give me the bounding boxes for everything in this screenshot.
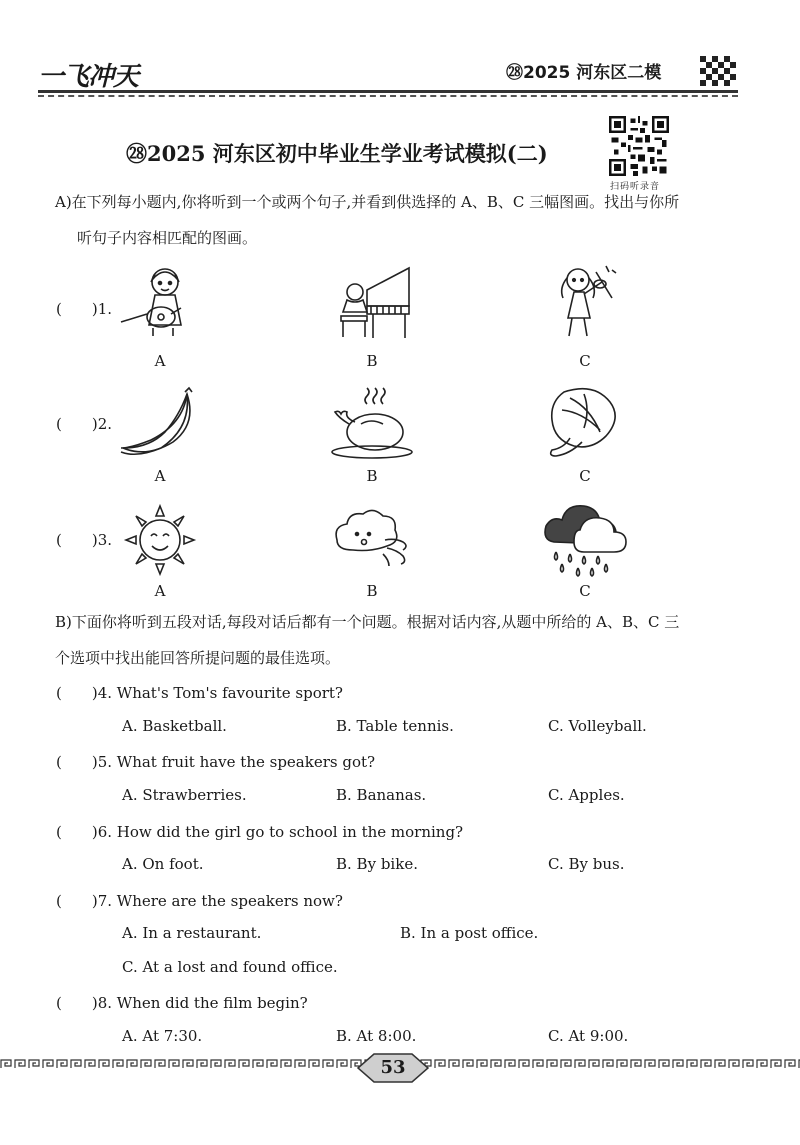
q8-option-a[interactable]: A. At 7:30. (122, 1027, 203, 1045)
q6-option-c[interactable]: C. By bus. (548, 855, 625, 873)
question-8[interactable]: ( )8. When did the film begin? (56, 994, 308, 1012)
q6-option-a[interactable]: A. On foot. (122, 855, 204, 873)
question-1-number[interactable]: ( )1. (56, 300, 113, 318)
question-2-number[interactable]: ( )2. (56, 415, 113, 433)
rain-cloud-icon[interactable] (540, 500, 630, 580)
bananas-icon[interactable] (115, 384, 205, 464)
question-7[interactable]: ( )7. Where are the speakers now? (56, 892, 343, 910)
section-b-instruction-line2: 个选项中找出能回答所提问题的最佳选项。 (55, 649, 341, 667)
cabbage-icon[interactable] (540, 384, 630, 464)
q6-option-b[interactable]: B. By bike. (336, 855, 418, 873)
q7-option-b[interactable]: B. In a post office. (400, 924, 539, 942)
q1-option-b-label: B (366, 352, 378, 370)
section-a-instruction (55, 184, 745, 256)
q4-option-c[interactable]: C. Volleyball. (548, 717, 647, 735)
section-b-instruction-line1: B)下面你将听到五段对话,每段对话后都有一个问题。根据对话内容,从题中所给的 A、B、C 三 (55, 613, 680, 631)
question-5[interactable]: ( )5. What fruit have the speakers got? (56, 753, 376, 771)
page-number: 53 (380, 1057, 406, 1078)
q8-option-b[interactable]: B. At 8:00. (336, 1027, 417, 1045)
section-a-instruction-line1: A)在下列每小题内,你将听到一个或两个句子,并看到供选择的 A、B、C 三幅图画。找出与你所 (55, 193, 680, 211)
header-tagline: ㉘2025 河东区二模 (506, 63, 662, 83)
q2-option-b-label: B (366, 467, 378, 485)
sun-icon[interactable] (115, 500, 205, 580)
header-rule (38, 90, 738, 93)
question-3-number[interactable]: ( )3. (56, 531, 113, 549)
q5-option-b[interactable]: B. Bananas. (336, 786, 427, 804)
qr-code-icon[interactable] (609, 116, 669, 176)
qr-caption: 扫码听录音 (610, 182, 661, 192)
q2-option-a-label: A (154, 467, 166, 485)
q5-option-c[interactable]: C. Apples. (548, 786, 625, 804)
q3-option-b-label: B (366, 582, 378, 600)
roast-chicken-icon[interactable] (327, 384, 417, 464)
piano-icon[interactable] (327, 262, 417, 342)
q3-option-a-label: A (154, 582, 166, 600)
q7-option-c[interactable]: C. At a lost and found office. (122, 958, 338, 976)
girl-guitar-icon[interactable] (115, 262, 205, 342)
question-6[interactable]: ( )6. How did the girl go to school in the morning? (56, 823, 464, 841)
checker-decoration-icon (700, 56, 736, 88)
section-b-instruction (55, 604, 745, 676)
girl-violin-icon[interactable] (540, 262, 630, 342)
section-a-instruction-line2: 听句子内容相匹配的图画。 (77, 229, 258, 247)
q1-option-a-label: A (154, 352, 166, 370)
q4-option-b[interactable]: B. Table tennis. (336, 717, 454, 735)
q2-option-c-label: C (579, 467, 591, 485)
question-4[interactable]: ( )4. What's Tom's favourite sport? (56, 684, 343, 702)
header-dashed-rule (38, 95, 738, 97)
q4-option-a[interactable]: A. Basketball. (122, 717, 227, 735)
q8-option-c[interactable]: C. At 9:00. (548, 1027, 629, 1045)
wind-icon[interactable] (327, 500, 417, 580)
q1-option-c-label: C (579, 352, 591, 370)
page-title: ㉘2025 河东区初中毕业生学业考试模拟(二) (126, 141, 548, 166)
q3-option-c-label: C (579, 582, 591, 600)
q7-option-a[interactable]: A. In a restaurant. (122, 924, 262, 942)
brand-logo: 一飞冲天 (38, 62, 139, 92)
q5-option-a[interactable]: A. Strawberries. (122, 786, 247, 804)
